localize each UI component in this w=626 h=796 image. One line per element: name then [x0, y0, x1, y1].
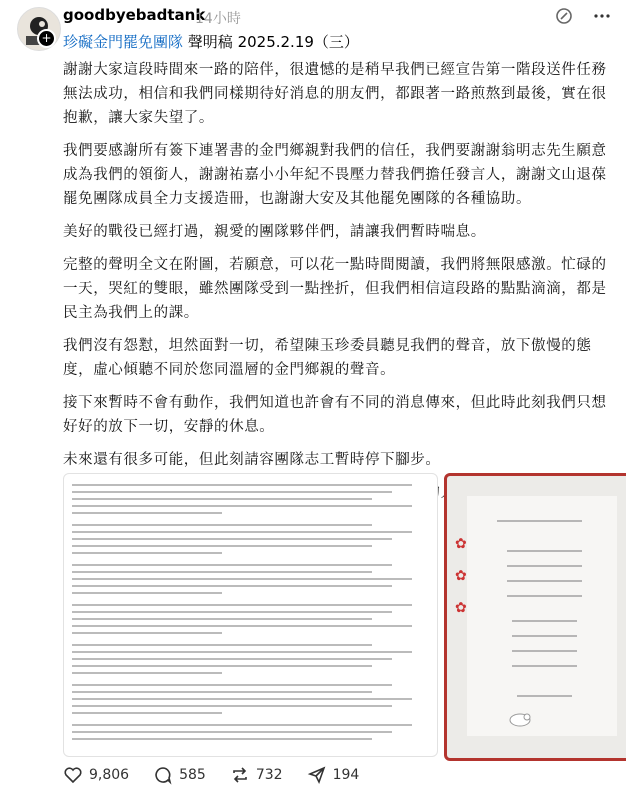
document-text-line	[72, 672, 222, 674]
post-headline	[63, 31, 359, 52]
document-text-line	[72, 585, 392, 587]
post-content	[63, 58, 608, 514]
statement-document-image[interactable]	[63, 473, 438, 757]
document-text-line	[72, 604, 412, 606]
letter-photo-image[interactable]	[444, 473, 626, 761]
document-text-line	[72, 524, 372, 526]
document-text-line	[72, 484, 412, 486]
document-text-line	[72, 545, 372, 547]
document-text-line	[72, 578, 412, 580]
username[interactable]: goodbyebadtank	[63, 6, 206, 24]
document-text-line	[72, 618, 372, 620]
statement-label: 聲明稿 2025.2.19（三）	[187, 33, 359, 51]
document-text-line	[72, 491, 392, 493]
document-text-line	[72, 552, 222, 554]
document-text-line	[72, 498, 372, 500]
document-text-line	[72, 705, 392, 707]
share-button[interactable]	[307, 765, 360, 785]
document-text-line	[72, 512, 222, 514]
document-text-line	[72, 731, 392, 733]
document-text-line	[72, 644, 372, 646]
comment-button[interactable]	[153, 765, 206, 785]
paragraph: 我們沒有怨懟，坦然面對一切，希望陳玉珍委員聽見我們的聲音，放下傲慢的態度，虛心傾聽不同於您同溫層的金門鄉親的聲音。	[63, 338, 592, 378]
document-text-line	[72, 571, 372, 573]
repost-count: 732	[255, 767, 283, 783]
document-text-line	[72, 658, 392, 660]
document-text-line	[72, 724, 412, 726]
top-actions	[554, 6, 612, 26]
document-text-line	[72, 698, 412, 700]
handwriting-lines	[492, 511, 592, 711]
paragraph: 我們要感謝所有簽下連署書的金門鄉親對我們的信任，我們要謝謝翁明志先生願意成為我們的領銜人，謝謝祐嘉小小年紀不畏壓力替我們擔任發言人，謝謝文山退葆罷免團隊成員全力支援造冊，也謝謝大安及其他罷免團隊的各種協助。	[63, 143, 607, 207]
paragraph: 完整的聲明全文在附圖，若願意，可以花一點時間閱讀，我們將無限感激。忙碌的一天，哭紅的雙眼，雖然團隊受到一點挫折，但我們相信這段路的點點滴滴，都是民主為我們上的課。	[63, 257, 607, 321]
document-text-line	[72, 611, 392, 613]
document-text-line	[72, 505, 412, 507]
paragraph: 謝謝大家這段時間來一路的陪伴，很遺憾的是稍早我們已經宣告第一階段送件任務無法成功，相信和我們同樣期待好消息的朋友們，都跟著一路煎熬到最後，實在很抱歉，讓大家失望了。	[63, 62, 607, 126]
like-count: 9,806	[89, 767, 130, 783]
share-count: 194	[332, 767, 360, 783]
paragraph: 未來還有很多可能，但此刻請容團隊志工暫時停下腳步。	[63, 452, 441, 468]
paragraph: 美好的戰役已經打過，親愛的團隊夥伴們，請讓我們暫時喘息。	[63, 224, 486, 240]
post-time: 14小時	[195, 11, 241, 27]
share-icon	[307, 765, 327, 785]
document-text-line	[72, 712, 222, 714]
post-actions	[63, 765, 359, 785]
document-text-line	[72, 564, 392, 566]
repost-button[interactable]	[230, 765, 283, 785]
document-text-line	[72, 691, 372, 693]
document-text-line	[72, 684, 392, 686]
document-text-line	[72, 625, 412, 627]
paragraph: 接下來暫時不會有動作，我們知道也許會有不同的消息傳來，但此時此刻我們只想好好的放下一切，安靜的休息。	[63, 395, 607, 435]
document-text-line	[72, 632, 222, 634]
comment-icon	[153, 765, 173, 785]
attached-images	[63, 473, 626, 755]
repost-icon	[230, 765, 250, 785]
follow-plus-icon[interactable]: +	[37, 29, 56, 48]
like-button[interactable]	[63, 765, 129, 785]
topic-tag[interactable]: 珍礙金門罷免團隊	[63, 33, 184, 51]
bird-icon	[507, 708, 533, 728]
document-text-line	[72, 665, 372, 667]
comment-count: 585	[179, 767, 206, 783]
more-icon[interactable]	[592, 6, 612, 26]
flower-decoration-icon: ✿ ✿ ✿	[455, 536, 467, 616]
refresh-icon[interactable]	[554, 6, 574, 26]
document-text-line	[72, 531, 412, 533]
document-text-line	[72, 538, 392, 540]
document-text-line	[72, 738, 372, 740]
document-text-line	[72, 651, 412, 653]
document-text-line	[72, 592, 222, 594]
heart-icon	[63, 765, 83, 785]
